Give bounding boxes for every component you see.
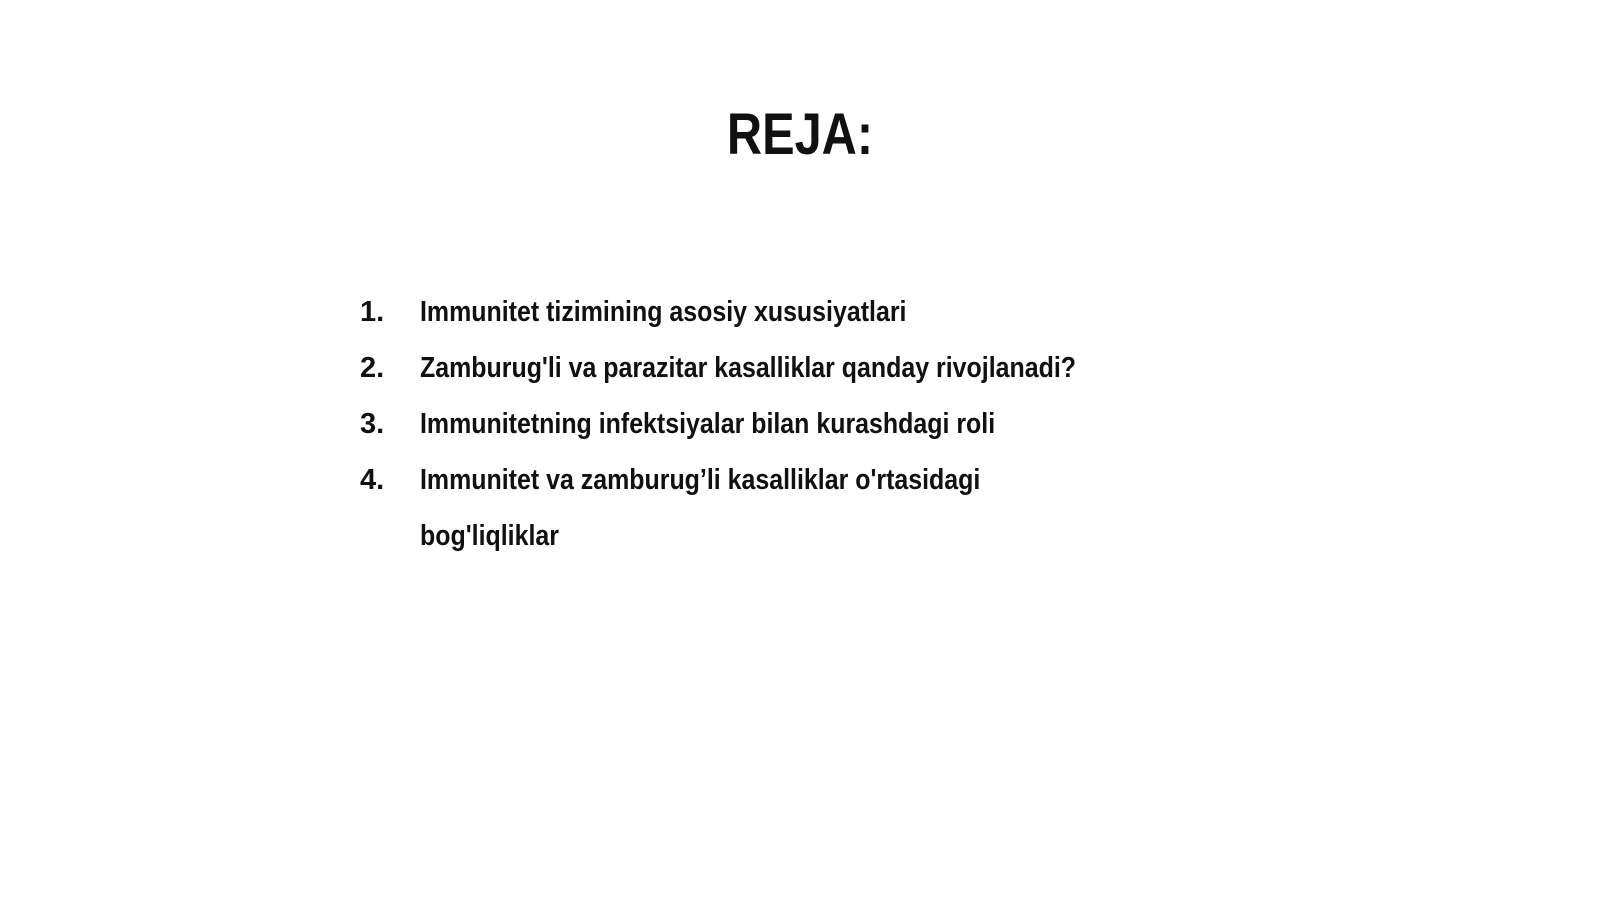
- plan-item-text-line: Zamburug'li va parazitar kasalliklar qanday rivojlanadi?: [420, 352, 1076, 384]
- plan-item-4: [360, 452, 1260, 564]
- plan-item-1: [360, 284, 1260, 340]
- plan-item-text: [420, 452, 1005, 564]
- plan-item-number: 1.: [360, 296, 385, 328]
- plan-item-number: 3.: [360, 408, 385, 440]
- slide-title: REJA:: [726, 102, 874, 167]
- plan-item-number: 2.: [360, 352, 385, 384]
- plan-item-3: [360, 396, 1260, 452]
- plan-list: [360, 284, 1260, 564]
- plan-item-text: [420, 340, 1076, 396]
- plan-item-text-line: Immunitet tizimining asosiy xususiyatlari: [420, 296, 907, 328]
- plan-item-number: 4.: [360, 464, 385, 496]
- plan-item-text-line: Immunitet va zamburug’li kasalliklar o'rtasidagi: [420, 464, 981, 496]
- plan-item-2: [360, 340, 1260, 396]
- plan-item-text: [420, 284, 1005, 340]
- plan-item-text: [420, 396, 1005, 452]
- plan-item-text-line: bog'liqliklar: [420, 520, 559, 552]
- plan-item-text-line: Immunitetning infektsiyalar bilan kurashdagi roli: [420, 408, 996, 440]
